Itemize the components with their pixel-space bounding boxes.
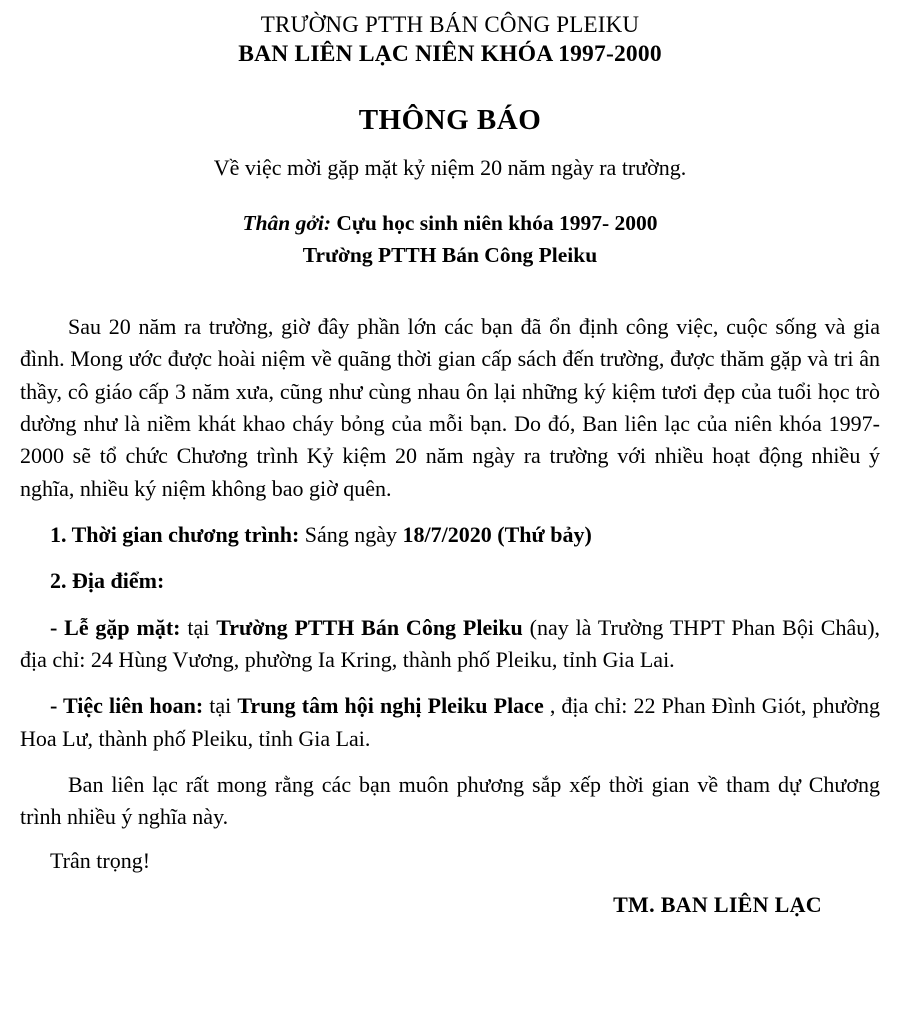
party-text-a: tại <box>209 693 232 719</box>
location-item-ceremony <box>20 612 880 677</box>
greeting-line-1 <box>20 207 880 239</box>
document-subtitle: Về việc mời gặp mặt kỷ niệm 20 năm ngày ra trường. <box>213 154 687 180</box>
schedule-date: 18/7/2020 <box>402 521 492 547</box>
schedule-label: 1. Thời gian chương trình: <box>50 521 300 547</box>
greeting-school: Trường PTTH Bán Công Pleiku <box>302 242 598 267</box>
document-body <box>20 311 880 874</box>
greeting-line-2 <box>20 239 880 271</box>
party-text-b: , địa chỉ: 22 Phan Đình Giót, phường Hoa Lư, thành phố Pleiku, tỉnh Gia Lai. <box>20 693 881 751</box>
schedule-text-a: Sáng ngày <box>304 521 398 547</box>
party-label: - Tiệc liên hoan: <box>50 693 204 719</box>
schedule-item <box>20 519 880 551</box>
ceremony-label: - Lễ gặp mặt: <box>50 614 181 640</box>
signature-block: TM. BAN LIÊN LẠC <box>613 891 822 917</box>
greeting-block <box>20 207 880 272</box>
greeting-recipient: Cựu học sinh niên khóa 1997- 2000 <box>336 210 658 235</box>
location-item-party <box>20 690 880 755</box>
location-heading-label: 2. Địa điểm: <box>50 568 165 594</box>
closing-line: Trân trọng! <box>50 847 151 873</box>
schedule-weekday: (Thứ bảy) <box>497 521 592 547</box>
document-title: THÔNG BÁO <box>358 103 542 136</box>
ceremony-text-b: (nay là Trường THPT Phan Bội Châu), địa chỉ: 24 Hùng Vương, phường Ia Kring, thành phố Pleiku, tỉnh Gia Lai. <box>20 614 881 672</box>
organization-line-2: BAN LIÊN LẠC NIÊN KHÓA 1997-2000 <box>238 41 662 68</box>
body-paragraph-1: Sau 20 năm ra trường, giờ đây phần lớn các bạn đã ổn định công việc, cuộc sống và gia đình. Mong ước được hoài niệm về quãng thời gian cấp sách đến trường, được thăm gặp và tri ân thầy, cô giáo cấp 3 năm xưa, cũng như cùng nhau ôn lại những ký kiệm tươi đẹp của tuổi học trò dường như là niềm khát khao cháy bỏng của mỗi bạn. Do đó, Ban liên lạc của niên khóa 1997-2000 sẽ tổ chức Chương trình Kỷ kiệm 20 năm ngày ra trường với nhiều hoạt động nhiều ý nghĩa, nhiều ký niệm không bao giờ quên. <box>20 314 880 501</box>
greeting-label: Thân gởi: <box>242 210 332 235</box>
ceremony-venue: Trường PTTH Bán Công Pleiku <box>216 614 523 640</box>
party-venue: Trung tâm hội nghị Pleiku Place <box>237 693 544 719</box>
ceremony-text-a: tại <box>187 614 210 640</box>
body-paragraph-2: Ban liên lạc rất mong rằng các bạn muôn phương sắp xếp thời gian về tham dự Chương trình nhiều ý nghĩa này. <box>20 771 880 830</box>
location-heading <box>20 565 880 597</box>
organization-line-1: TRƯỜNG PTTH BÁN CÔNG PLEIKU <box>260 12 640 37</box>
